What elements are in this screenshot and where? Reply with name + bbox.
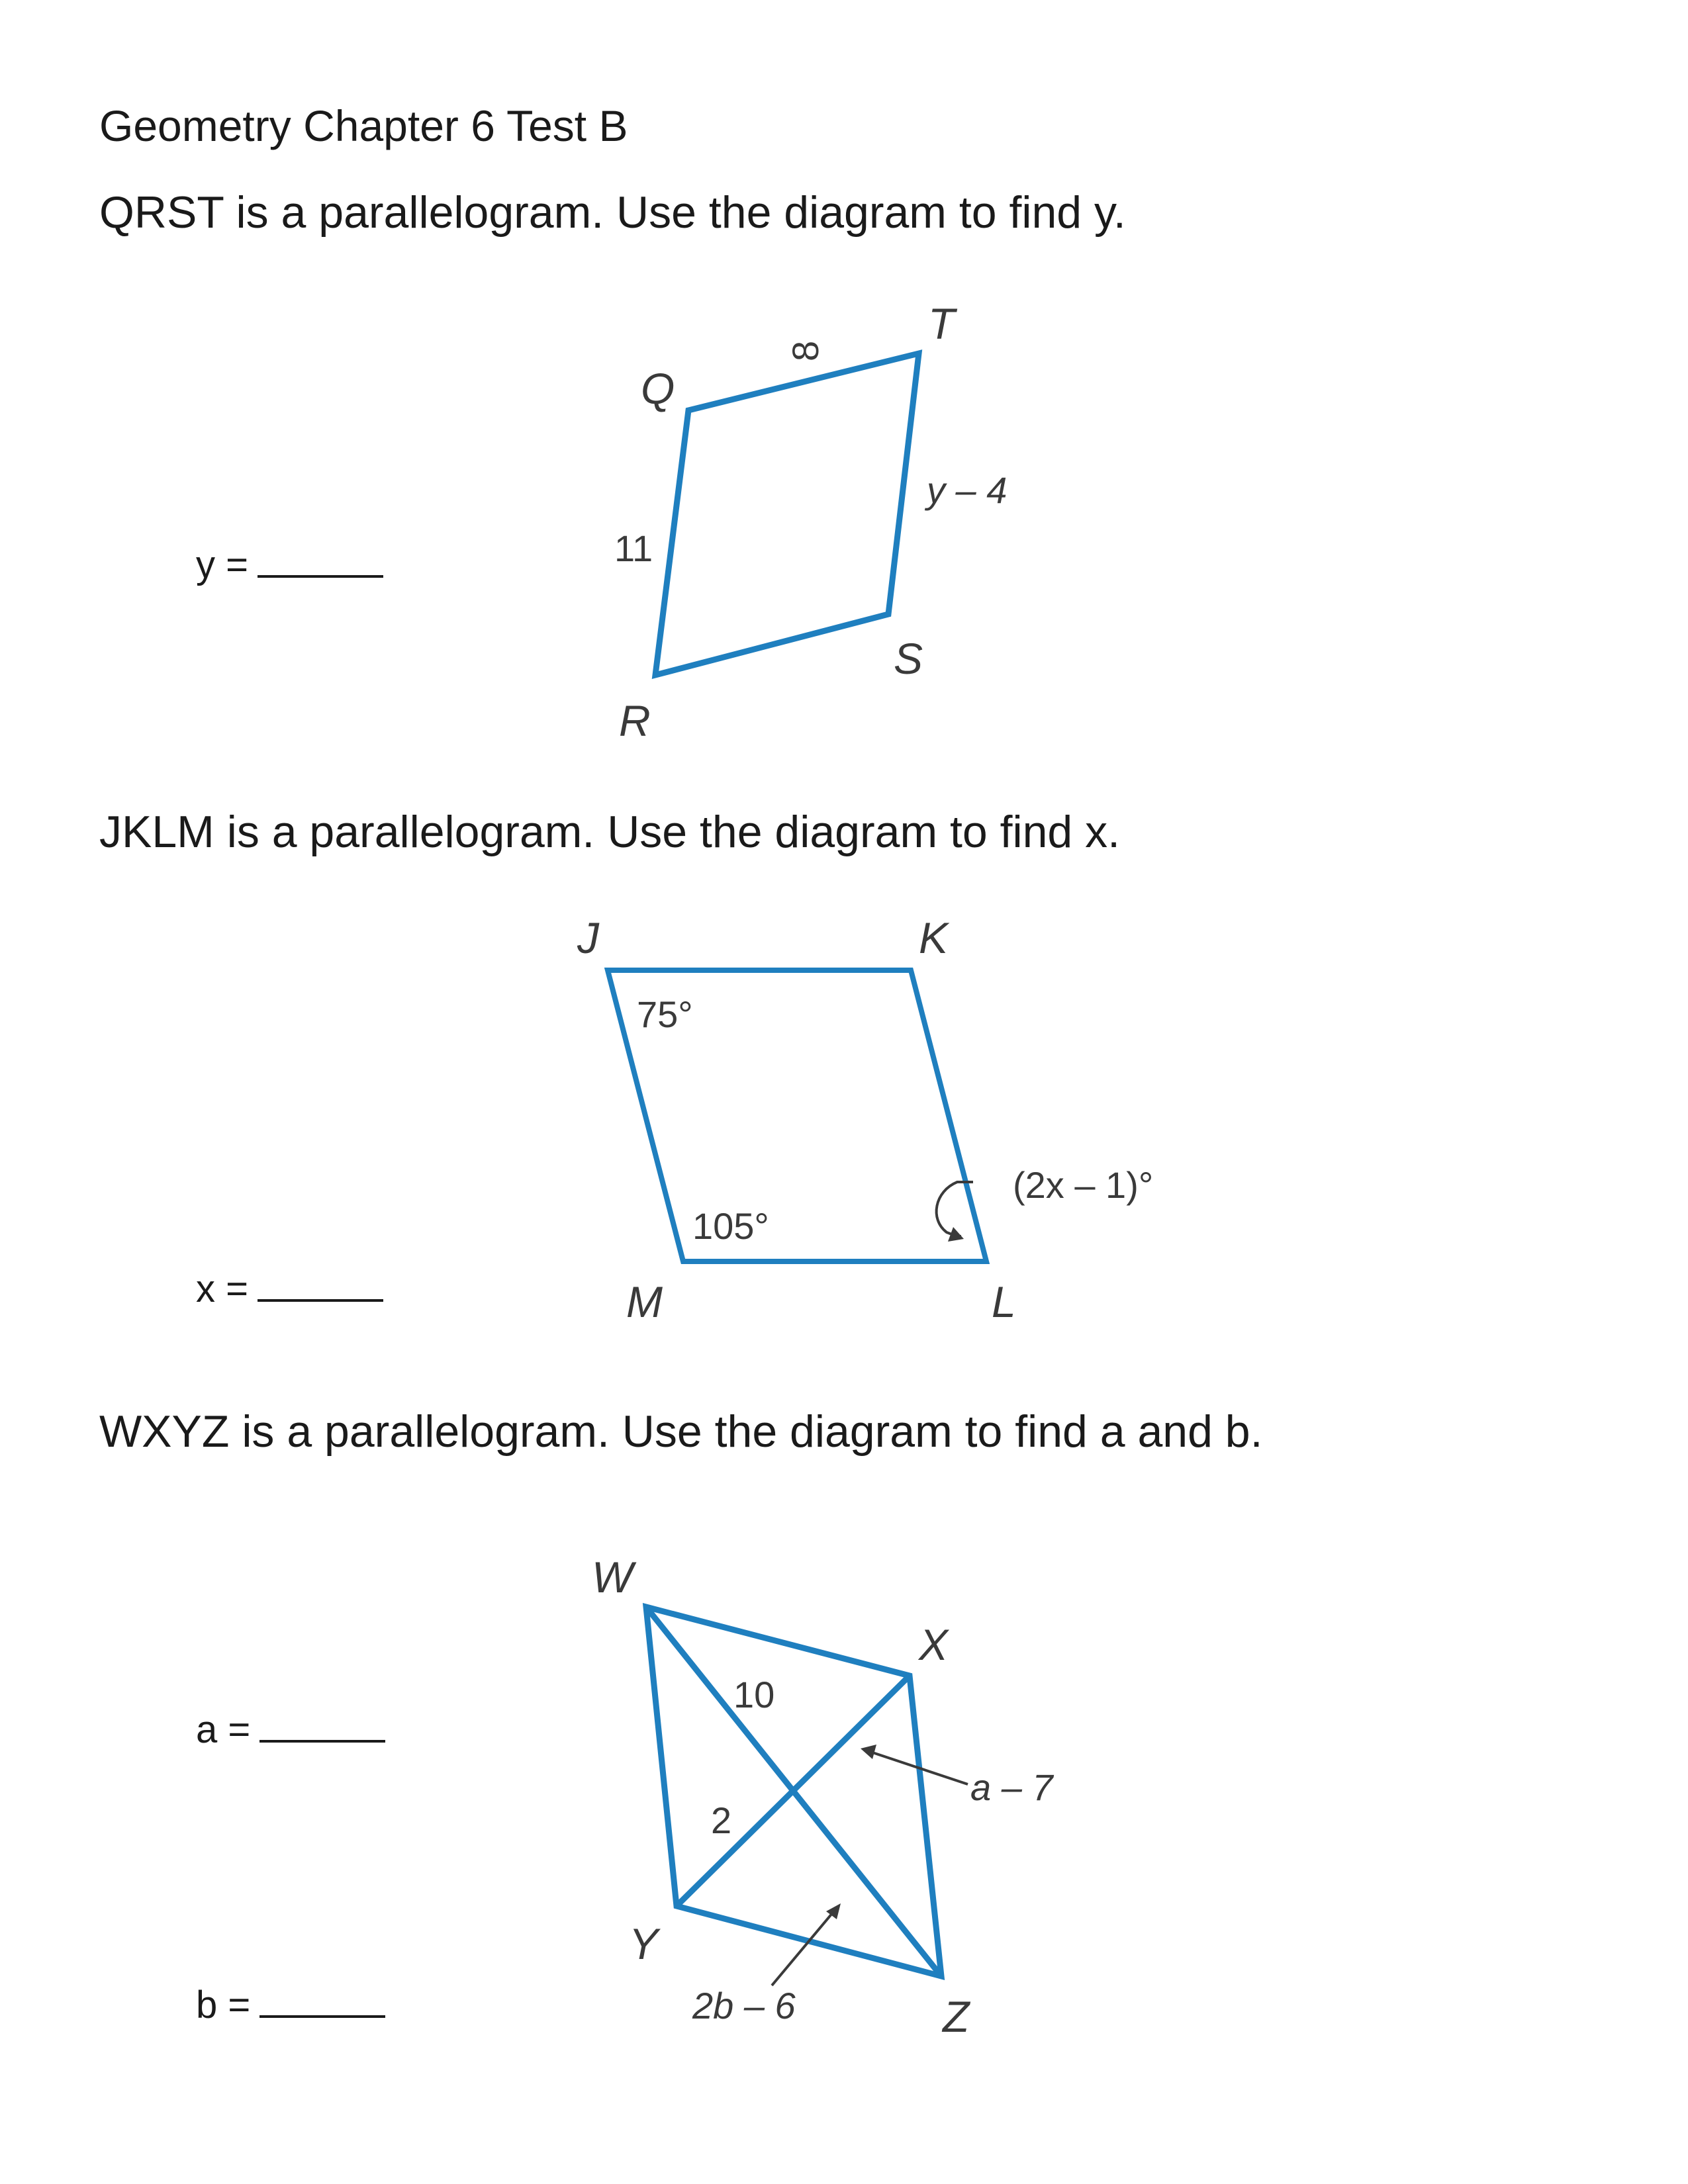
angle-l-label: (2x – 1)° bbox=[1013, 1164, 1154, 1206]
vertex-k: K bbox=[919, 913, 949, 962]
vertex-s: S bbox=[894, 634, 923, 683]
vertex-y: Y bbox=[629, 1919, 659, 1968]
segment-a-label: a – 7 bbox=[970, 1766, 1053, 1808]
answer-y-label: y = bbox=[196, 543, 248, 586]
vertex-j: J bbox=[577, 913, 599, 962]
answer-a-label: a = bbox=[196, 1708, 251, 1751]
diagonal-xy bbox=[677, 1676, 910, 1906]
segment-lower-label: 2 bbox=[711, 1799, 732, 1841]
vertex-t: T bbox=[928, 299, 955, 348]
segment-upper-label: 10 bbox=[733, 1674, 775, 1715]
question-1-prompt: QRST is a parallelogram. Use the diagram to find y. bbox=[99, 187, 1126, 238]
segment-b-label: 2b – 6 bbox=[692, 1985, 796, 2026]
vertex-x: X bbox=[919, 1620, 949, 1669]
answer-x-label: x = bbox=[196, 1267, 248, 1310]
vertex-l: L bbox=[992, 1277, 1016, 1326]
vertex-q: Q bbox=[641, 364, 675, 413]
question-2-prompt: JKLM is a parallelogram. Use the diagram to find x. bbox=[99, 807, 1121, 857]
vertex-w: W bbox=[592, 1553, 633, 1602]
question-3-prompt: WXYZ is a parallelogram. Use the diagram to find a and b. bbox=[99, 1406, 1263, 1457]
segment-b-leader bbox=[772, 1913, 833, 1985]
vertex-m: M bbox=[626, 1277, 663, 1326]
segment-a-arrowhead bbox=[861, 1745, 876, 1759]
side-qt-label: 8 bbox=[784, 340, 826, 361]
answer-b-label: b = bbox=[196, 1983, 251, 2026]
vertex-z: Z bbox=[943, 1992, 970, 2041]
vertex-r: R bbox=[619, 696, 651, 745]
page-title: Geometry Chapter 6 Test B bbox=[99, 101, 628, 150]
angle-m-label: 105° bbox=[692, 1205, 769, 1247]
side-qr-label: 11 bbox=[614, 527, 653, 569]
angle-j-label: 75° bbox=[637, 993, 693, 1035]
side-ts-label: y – 4 bbox=[927, 469, 1008, 511]
